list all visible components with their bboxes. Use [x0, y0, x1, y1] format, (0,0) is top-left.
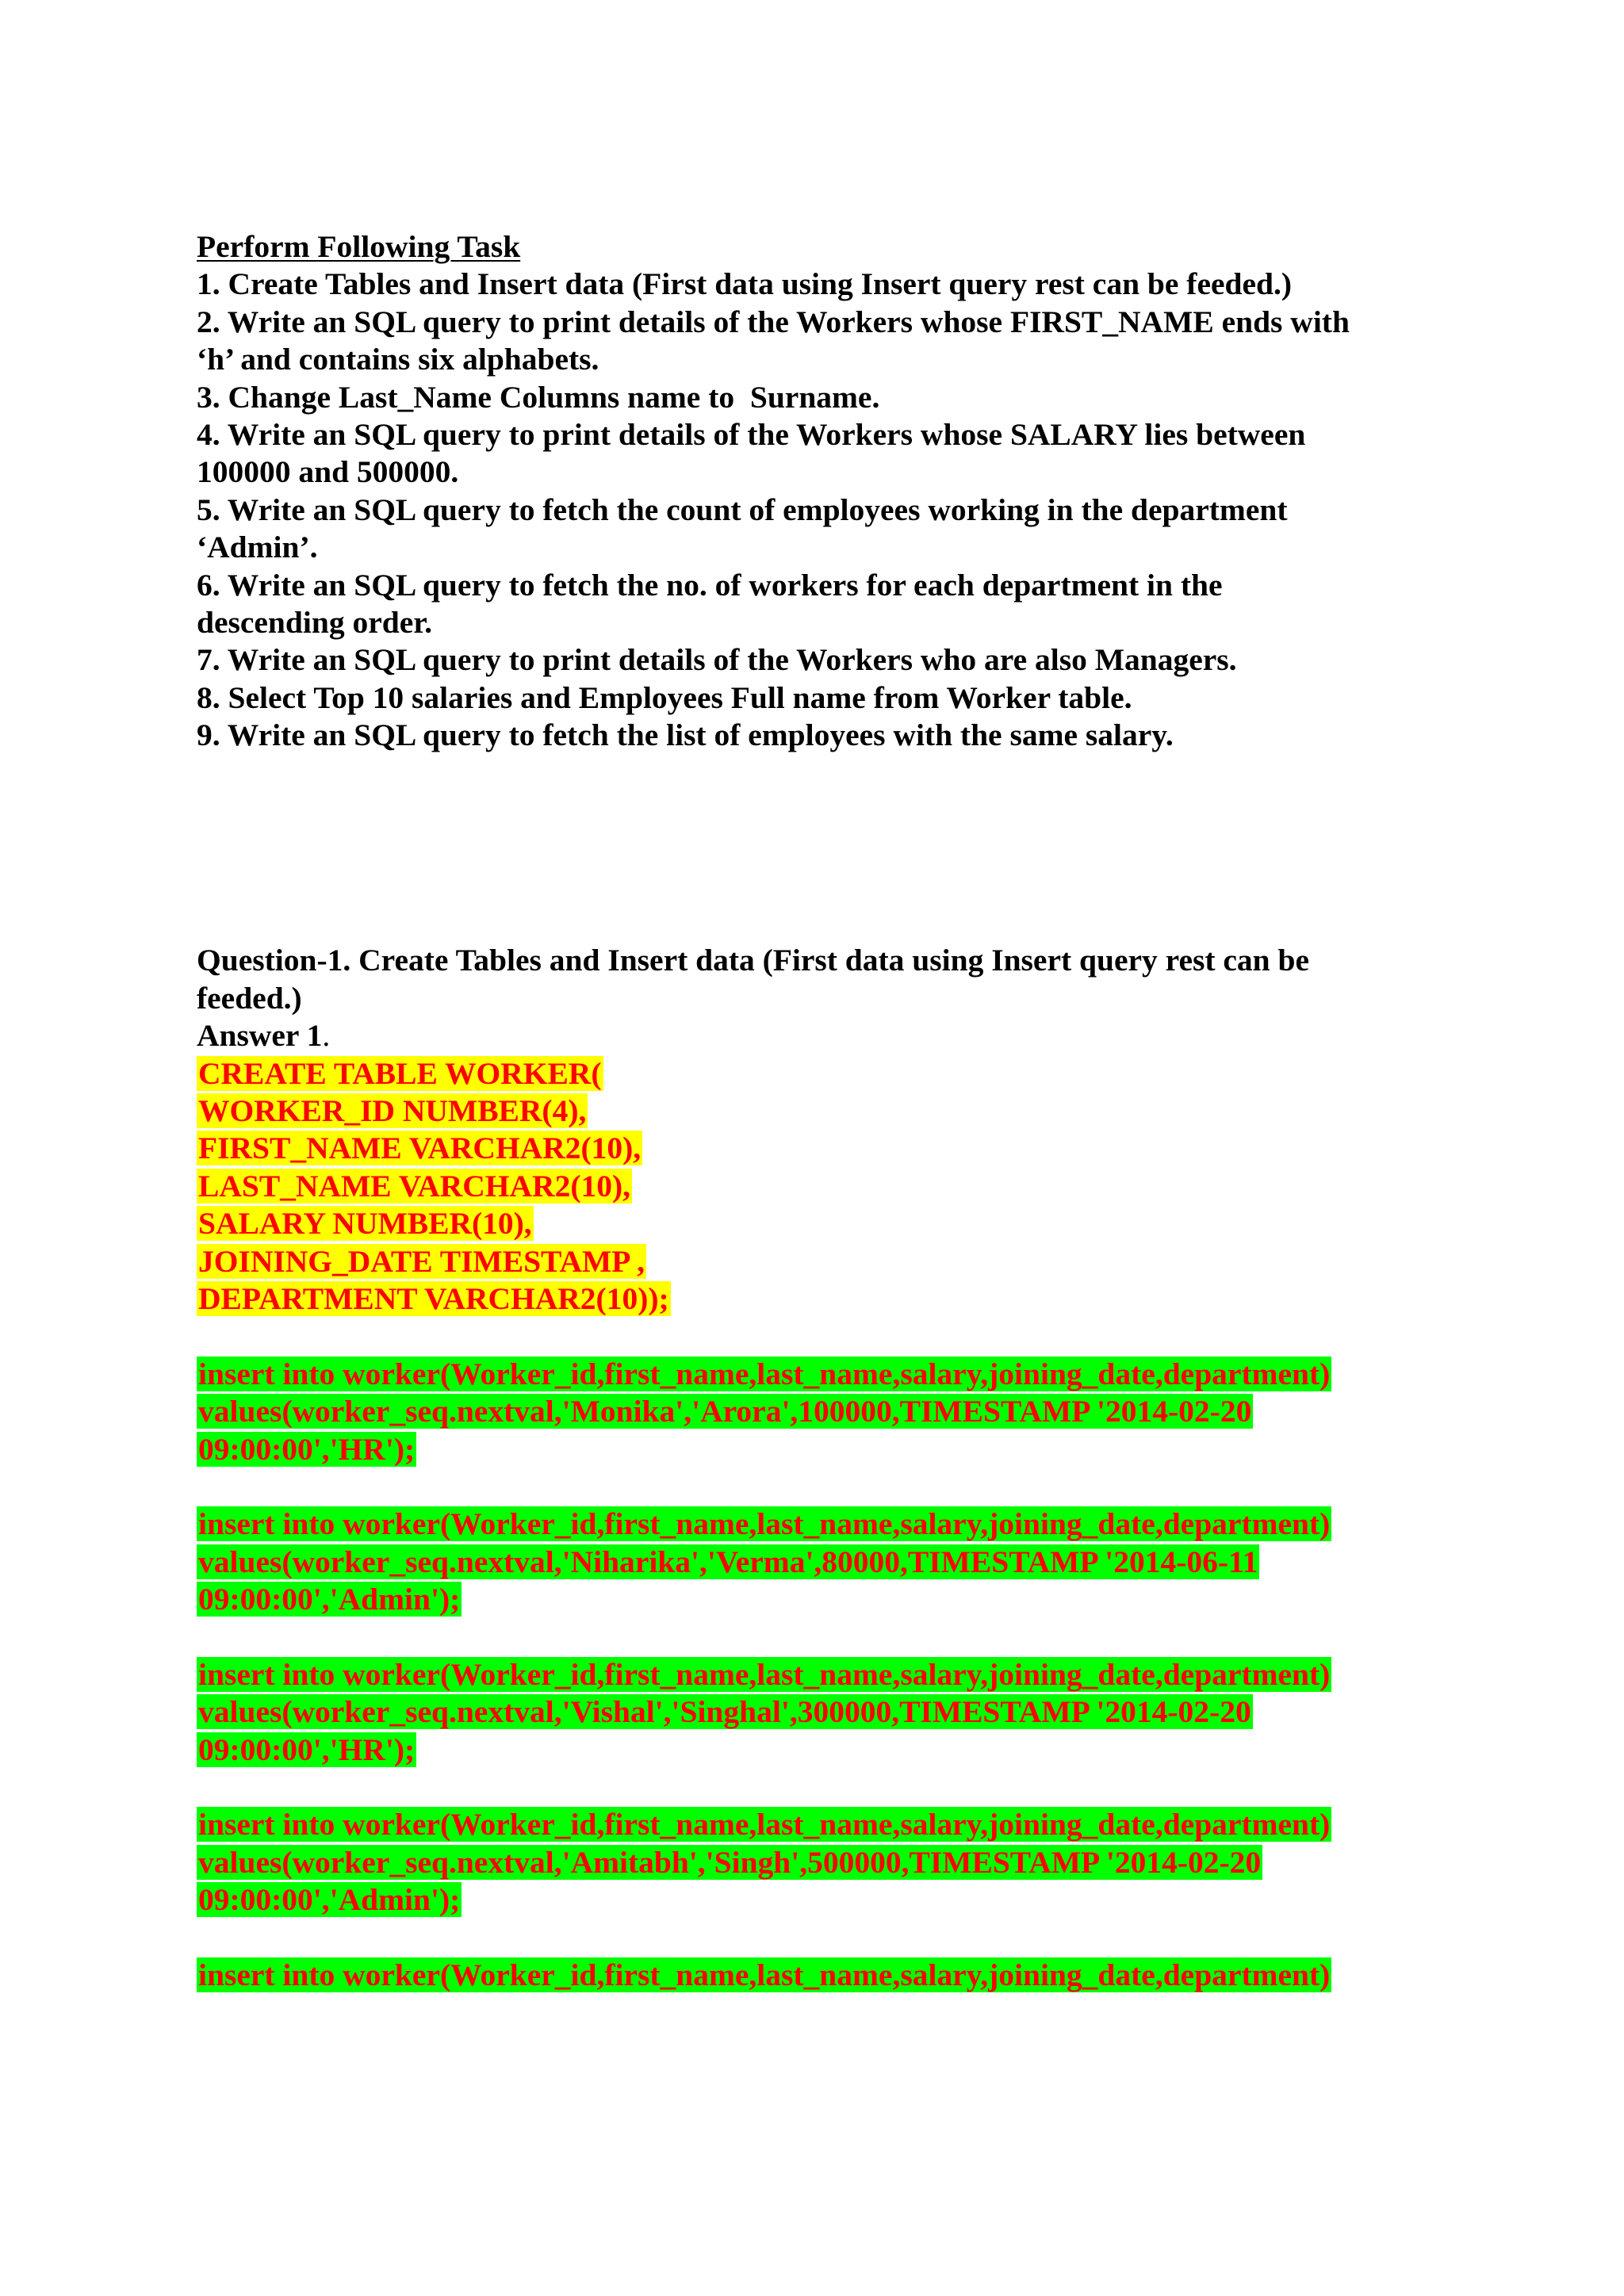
task-line: 7. Write an SQL query to print details of the Workers who are also Managers. [197, 642, 1237, 678]
question-text: feeded.) [197, 980, 302, 1016]
answer-label-text: Answer 1 [197, 1018, 323, 1054]
code-line: 09:00:00','HR'); [198, 1732, 416, 1767]
code-line: values(worker_seq.nextval,'Vishal','Singhal',300000,TIMESTAMP '2014-02-20 [198, 1694, 1251, 1730]
task-list [197, 228, 1434, 754]
question-text: Question-1. Create Tables and Insert data (First data using Insert query rest can be [197, 943, 1310, 978]
spacer [197, 754, 1434, 942]
insert-statement [197, 1506, 1434, 1618]
spacer [197, 1318, 1434, 1355]
task-line: 5. Write an SQL query to fetch the count of employees working in the department [197, 492, 1288, 527]
code-line: FIRST_NAME VARCHAR2(10), [198, 1131, 642, 1166]
create-table-code [197, 1055, 1434, 1318]
spacer [197, 1919, 1434, 1957]
code-line: DEPARTMENT VARCHAR2(10)); [198, 1280, 669, 1316]
spacer [197, 1619, 1434, 1656]
document-page [197, 228, 1434, 1994]
task-line: 8. Select Top 10 salaries and Employees Full name from Worker table. [197, 679, 1132, 715]
task-line: 1. Create Tables and Insert data (First data using Insert query rest can be feeded.) [197, 266, 1293, 302]
task-line: 9. Write an SQL query to fetch the list of employees with the same salary. [197, 718, 1174, 753]
task-line: 4. Write an SQL query to print details of the Workers whose SALARY lies between [197, 416, 1306, 452]
code-line: insert into worker(Worker_id,first_name,last_name,salary,joining_date,department) [198, 1957, 1331, 1993]
code-line: 09:00:00','HR'); [198, 1431, 416, 1467]
task-line: descending order. [197, 604, 433, 640]
code-line: 09:00:00','Admin'); [198, 1882, 461, 1918]
code-line: insert into worker(Worker_id,first_name,last_name,salary,joining_date,department) [198, 1807, 1331, 1843]
code-line: JOINING_DATE TIMESTAMP , [198, 1243, 645, 1279]
code-line: values(worker_seq.nextval,'Niharika','Verma',80000,TIMESTAMP '2014-06-11 [198, 1544, 1258, 1579]
code-line: values(worker_seq.nextval,'Monika','Arora',100000,TIMESTAMP '2014-02-20 [198, 1394, 1252, 1429]
code-line: CREATE TABLE WORKER( [198, 1055, 602, 1091]
spacer [197, 1468, 1434, 1506]
task-line: 100000 and 500000. [197, 454, 459, 490]
task-line: 2. Write an SQL query to print details of the Workers whose FIRST_NAME ends with [197, 304, 1350, 339]
insert-statement [197, 1356, 1434, 1468]
code-line: insert into worker(Worker_id,first_name,last_name,salary,joining_date,department) [198, 1356, 1331, 1391]
spacer [197, 1769, 1434, 1806]
task-line: ‘h’ and contains six alphabets. [197, 342, 599, 377]
answer-label-dot: . [322, 1018, 331, 1054]
task-line: 6. Write an SQL query to fetch the no. of workers for each department in the [197, 567, 1223, 603]
answer-label [197, 1017, 1434, 1054]
task-line: ‘Admin’. [197, 530, 318, 565]
task-heading: Perform Following Task [197, 229, 521, 264]
code-line: WORKER_ID NUMBER(4), [198, 1093, 587, 1129]
task-line: 3. Change Last_Name Columns name to Surname. [197, 379, 880, 415]
code-line: insert into worker(Worker_id,first_name,last_name,salary,joining_date,department) [198, 1506, 1331, 1542]
code-line: values(worker_seq.nextval,'Amitabh','Singh',500000,TIMESTAMP '2014-02-20 [198, 1844, 1262, 1880]
question-1 [197, 942, 1434, 1054]
insert-statement [197, 1656, 1434, 1769]
code-line: LAST_NAME VARCHAR2(10), [198, 1168, 630, 1203]
code-line: SALARY NUMBER(10), [198, 1206, 532, 1242]
insert-statement [197, 1957, 1434, 1994]
code-line: insert into worker(Worker_id,first_name,last_name,salary,joining_date,department) [198, 1656, 1331, 1692]
insert-statement [197, 1806, 1434, 1919]
code-line: 09:00:00','Admin'); [198, 1582, 461, 1617]
